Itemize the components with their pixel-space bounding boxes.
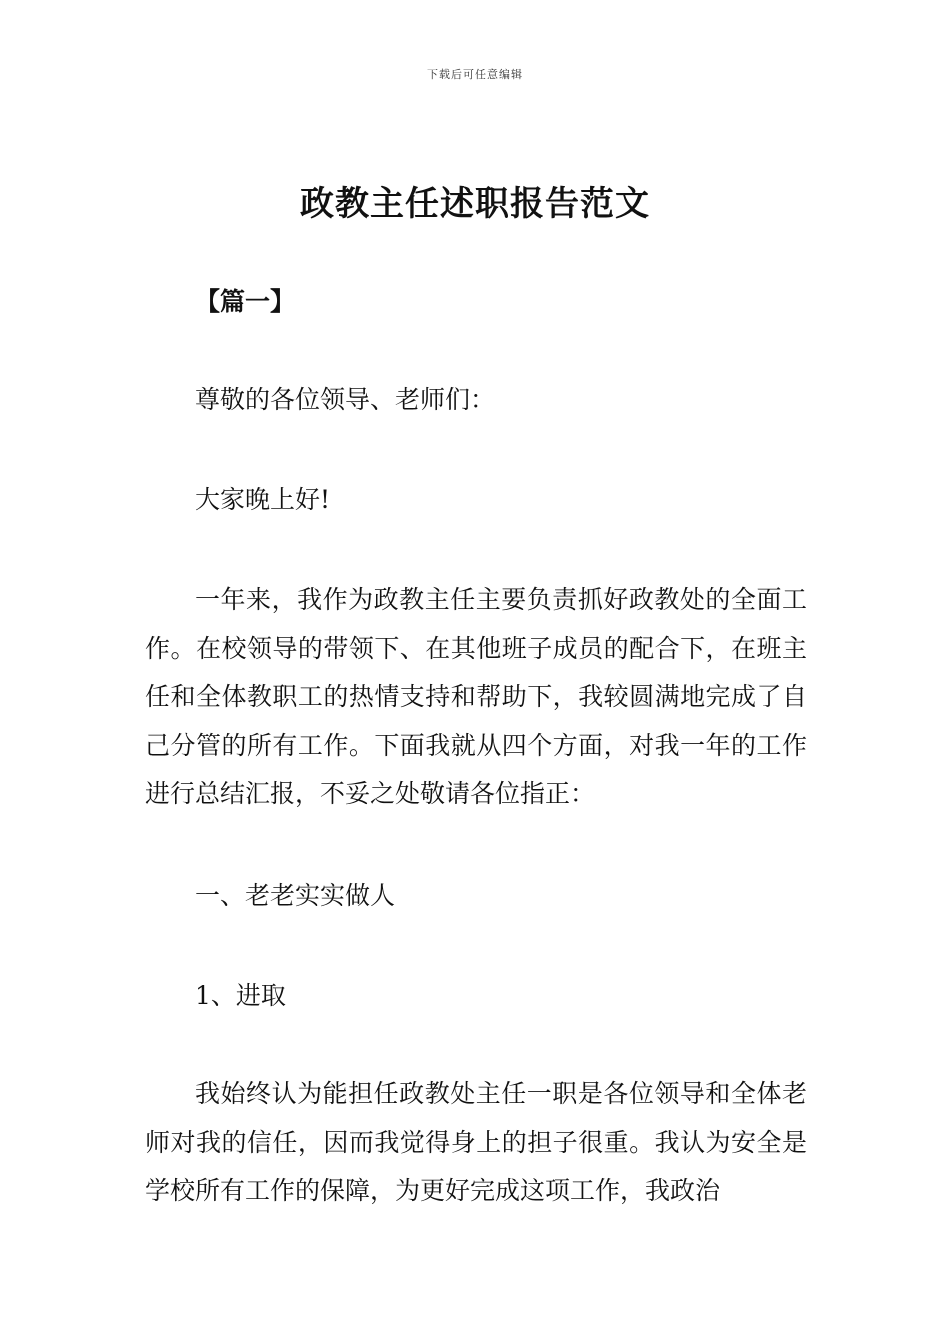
subsection-heading: 1、进取 — [195, 981, 286, 1010]
section-mark: 【篇一】 — [195, 287, 296, 316]
intro-paragraph: 一年来，我作为政教主任主要负责抓好政教处的全面工作。在校领导的带领下、在其他班子成员的配合下，在班主任和全体教职工的热情支持和帮助下，我较圆满地完成了自己分管的所有工作。下面我就从四个方面，对我一年的工作进行总结汇报，不妥之处敬请各位指正： — [145, 585, 807, 808]
header-note: 下载后可任意编辑 — [427, 68, 523, 81]
document-title: 政教主任述职报告范文 — [300, 184, 650, 224]
section-heading: 一、老老实实做人 — [195, 881, 396, 910]
salutation: 尊敬的各位领导、老师们： — [195, 385, 496, 414]
body-paragraph: 我始终认为能担任政教处主任一职是各位领导和全体老师对我的信任，因而我觉得身上的担子很重。我认为安全是学校所有工作的保障，为更好完成这项工作，我政治 — [145, 1079, 807, 1205]
greeting: 大家晚上好! — [195, 485, 331, 514]
